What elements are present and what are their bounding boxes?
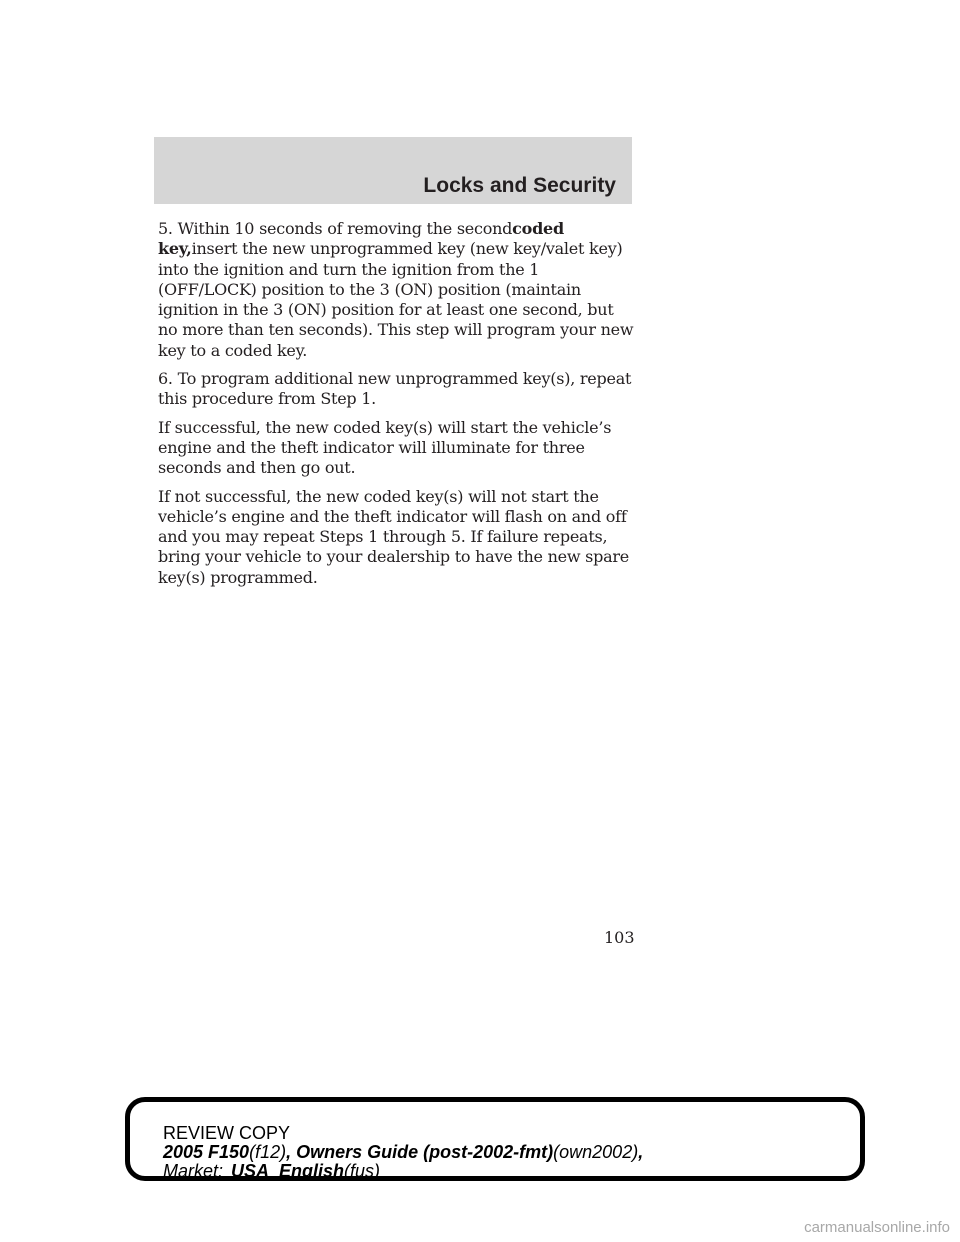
model-line-comma: , bbox=[638, 1142, 644, 1162]
paragraph-step-5 bbox=[158, 219, 634, 361]
paragraph-failure: If not successful, the new coded key(s) will not start the vehicle’s engine and the theft indicator will flash on and off and you may repeat Steps 1 through 5. If failure repeats, bring your vehicle to your dealership to have the new spare key(s) programmed. bbox=[158, 486, 630, 587]
model-name: 2005 F150 bbox=[163, 1142, 250, 1162]
step5-text-start: 5. Within 10 seconds of removing the second bbox=[158, 219, 513, 238]
coded-key-term: coded key, bbox=[158, 219, 564, 259]
market-name: USA_English bbox=[231, 1161, 345, 1181]
guide-code: (own2002) bbox=[553, 1142, 639, 1162]
guide-name: , Owners Guide (post-2002-fmt) bbox=[286, 1142, 554, 1162]
paragraph-success: If successful, the new coded key(s) will start the vehicle’s engine and the theft indicator will illuminate for three seconds and then go out. bbox=[158, 417, 612, 478]
model-code: (f12) bbox=[249, 1142, 287, 1162]
page-number: 103 bbox=[604, 928, 635, 947]
review-copy-label: REVIEW COPY bbox=[163, 1123, 291, 1143]
paragraph-step-6: 6. To program additional new unprogrammed key(s), repeat this procedure from Step 1. bbox=[158, 369, 632, 409]
review-copy-market-line bbox=[163, 1162, 643, 1181]
review-copy-text bbox=[163, 1124, 643, 1181]
step5-text-end: insert the new unprogrammed key (new key/valet key) into the ignition and turn the ignition from the 1 (OFF/LOCK) position to the 3 (ON) position (maintain ignition in the 3 (ON) position for at least one second, but no more than ten seconds). This step will program your new key to a coded key. bbox=[158, 239, 634, 360]
review-copy-model-line bbox=[163, 1143, 643, 1162]
market-code: (fus) bbox=[344, 1161, 381, 1181]
body-text bbox=[158, 219, 634, 596]
section-header-band bbox=[154, 137, 632, 204]
section-title: Locks and Security bbox=[423, 174, 616, 197]
market-label: Market: bbox=[163, 1161, 224, 1181]
watermark: carmanualsonline.info bbox=[804, 1219, 950, 1236]
